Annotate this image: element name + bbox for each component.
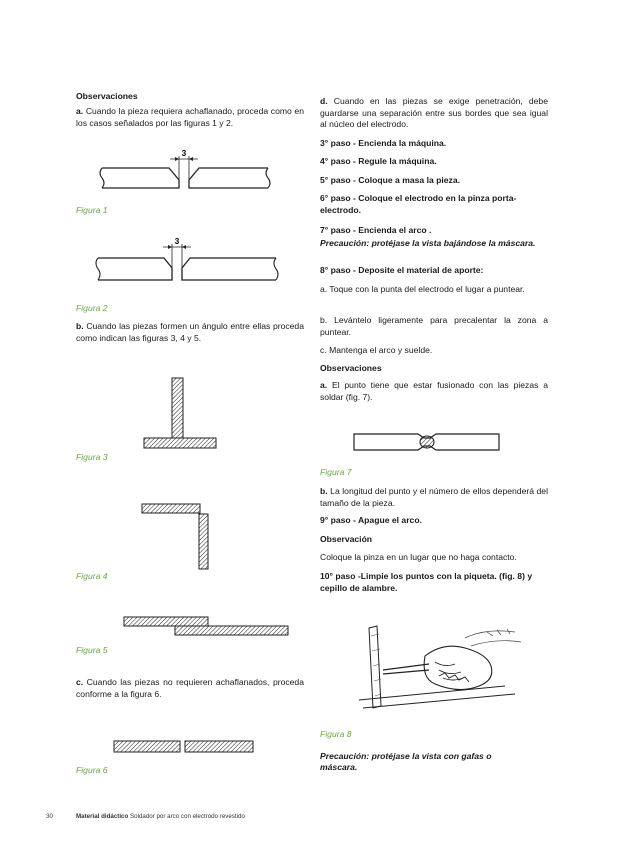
figure-1-caption: Figura 1 (76, 205, 108, 215)
item-c-label: c. (76, 677, 84, 687)
left-item-c (76, 677, 304, 700)
step-8-sub-a: a. Toque con la punta del electrodo el lugar a puntear. (320, 284, 525, 294)
step-8-sub-c: c. Mantenga el arco y suelde. (320, 345, 433, 355)
figure-3-diagram (140, 376, 220, 451)
warning-lower-mask: Precaución: protéjase la vista bajándose la máscara. (320, 238, 536, 248)
footer-title-bold: Material didáctico (76, 813, 129, 820)
right-observations-title: Observaciones (320, 363, 382, 373)
figure-2-caption: Figura 2 (76, 303, 108, 313)
step-10: 10° paso -Limpie los puntos con la piqueta. (fig. 8) y cepillo de alambre. (320, 571, 533, 593)
figure-7-diagram (352, 428, 502, 456)
figure-3-caption: Figura 3 (76, 452, 108, 462)
figure-7-caption: Figura 7 (320, 467, 352, 477)
step-4: 4° paso - Regule la máquina. (320, 156, 437, 166)
figure-2-diagram (92, 238, 282, 288)
left-item-b (76, 321, 304, 344)
figure-5-diagram (122, 615, 292, 640)
footer-title (76, 813, 245, 820)
item-c-text: Cuando las piezas no requieren achaflanados, proceda conforme a la figura 6. (76, 677, 304, 699)
footer-title-rest: Soldador por arco con electrodo revestido (130, 813, 245, 820)
step-7: 7° paso - Encienda el arco . (320, 225, 432, 235)
figure-2-dimension: 3 (174, 237, 180, 246)
figure-6-caption: Figura 6 (76, 765, 108, 775)
obs-b-text: La longitud del punto y el número de ellos dependerá del tamaño de la pieza. (320, 486, 548, 508)
step-8-sub-b: b. Levántelo ligeramente para precalentar la zona a puntear. (320, 315, 548, 337)
figure-1-dimension: 3 (181, 149, 187, 158)
figure-4-caption: Figura 4 (76, 571, 108, 581)
observation-title: Observación (320, 534, 373, 544)
observation-text: Coloque la pinza en un lugar que no haga contacto. (320, 552, 517, 562)
step-8: 8° paso - Deposite el material de aporte: (320, 265, 484, 275)
page-number: 30 (46, 813, 53, 820)
left-observations-title: Observaciones (76, 91, 138, 101)
step-6: 6° paso - Coloque el electrodo en la pinza porta-electrodo. (320, 193, 517, 215)
step-5: 5° paso - Coloque a masa la pieza. (320, 175, 461, 185)
obs-a-text: El punto tiene que estar fusionado con las piezas a soldar (fig. 7). (320, 380, 549, 402)
right-item-d (320, 96, 548, 131)
item-a-text: Cuando la pieza requiera achaflanado, proceda como en los casos señalados por las figuras 1 y 2. (76, 106, 304, 128)
step-3: 3° paso - Encienda la máquina. (320, 138, 447, 148)
warning-goggles: Precaución: protéjase la vista con gafas o máscara. (320, 751, 492, 772)
figure-1-diagram (96, 150, 276, 195)
figure-5-caption: Figura 5 (76, 645, 108, 655)
figure-6-diagram (112, 739, 257, 757)
item-a-label: a. (76, 106, 84, 116)
obs-a-label: a. (320, 380, 328, 390)
obs-b-label: b. (320, 486, 328, 496)
item-d-text: Cuando en las piezas se exige penetración, debe guardarse una separación entre sus bordes que sea igual al núcleo del electrodo. (320, 96, 548, 129)
figure-4-diagram (140, 502, 210, 572)
figure-8-illustration (355, 616, 530, 716)
item-b-text: Cuando las piezas formen un ángulo entre ellas proceda como indican las figuras 3, 4 y 5. (76, 321, 304, 343)
left-item-a (76, 106, 304, 129)
right-obs-a (320, 380, 548, 403)
right-obs-b (320, 486, 548, 509)
figure-8-caption: Figura 8 (320, 729, 352, 739)
step-9: 9° paso - Apague el arco. (320, 515, 422, 525)
item-b-label: b. (76, 321, 84, 331)
item-d-label: d. (320, 96, 328, 106)
